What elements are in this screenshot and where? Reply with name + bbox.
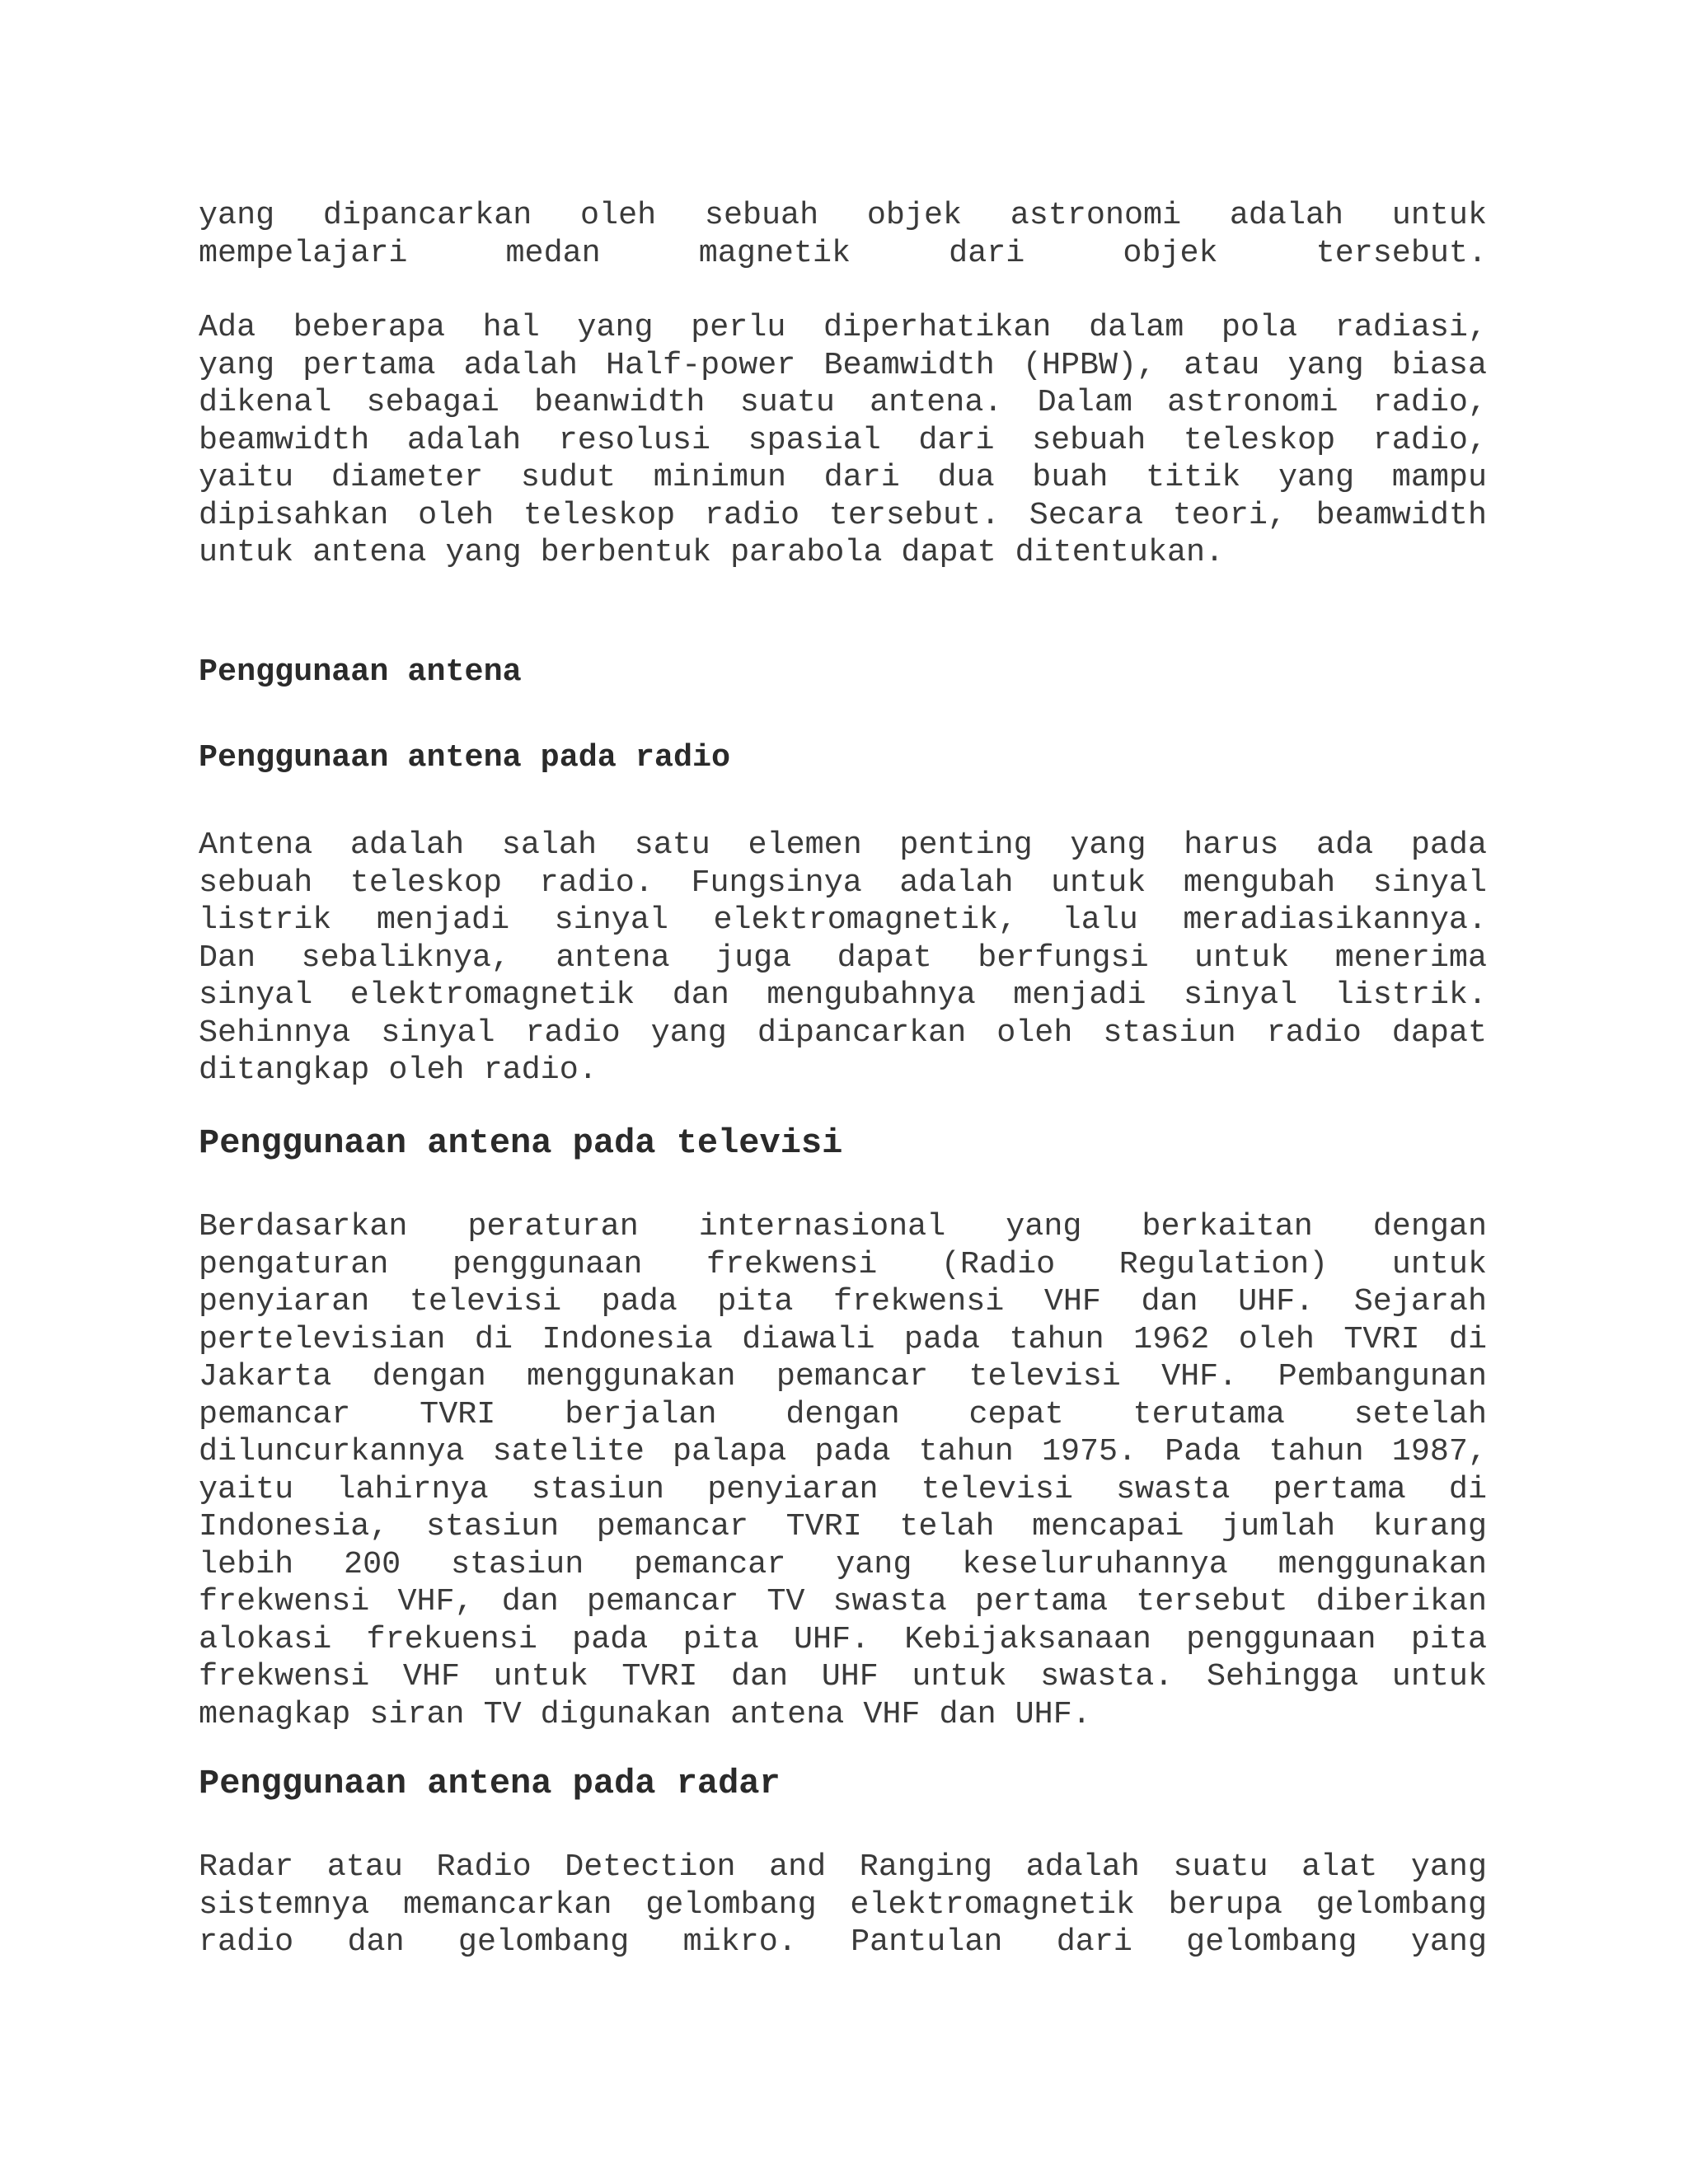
text-line: sebuah teleskop radio. Fungsinya adalah untuk mengubah sinyal xyxy=(199,864,1487,901)
text-line: ditangkap oleh radio. xyxy=(199,1052,598,1088)
text-line: yang dipancarkan oleh sebuah objek astronomi adalah untuk xyxy=(199,197,1487,233)
text-line: Indonesia, stasiun pemancar TVRI telah mencapai jumlah kurang xyxy=(199,1508,1487,1544)
text-line: pengaturan penggunaan frekwensi (Radio Regulation) untuk xyxy=(199,1245,1487,1282)
text-line: untuk antena yang berbentuk parabola dapat ditentukan. xyxy=(199,534,1225,570)
paragraph-intro xyxy=(199,197,1487,272)
subsection-heading-radio: Penggunaan antena pada radio xyxy=(199,739,731,776)
text-line: Radar atau Radio Detection and Ranging adalah suatu alat yang xyxy=(199,1849,1487,1885)
text-line: radio dan gelombang mikro. Pantulan dari gelombang yang xyxy=(199,1924,1487,1960)
subsection-heading-radar: Penggunaan antena pada radar xyxy=(199,1764,781,1803)
text-line: diluncurkannya satelite palapa pada tahun 1975. Pada tahun 1987, xyxy=(199,1433,1487,1469)
text-line: alokasi frekuensi pada pita UHF. Kebijaksanaan penggunaan pita xyxy=(199,1620,1487,1657)
text-line: sistemnya memancarkan gelombang elektromagnetik berupa gelombang xyxy=(199,1886,1487,1923)
text-line: lebih 200 stasiun pemancar yang keseluruhannya menggunakan xyxy=(199,1545,1487,1582)
text-line: frekwensi VHF, dan pemancar TV swasta pertama tersebut diberikan xyxy=(199,1583,1487,1619)
text-line: frekwensi VHF untuk TVRI dan UHF untuk swasta. Sehingga untuk xyxy=(199,1658,1487,1694)
text-line: yaitu diameter sudut minimun dari dua buah titik yang mampu xyxy=(199,459,1487,495)
paragraph-hpbw xyxy=(199,309,1487,572)
text-line: menagkap siran TV digunakan antena VHF dan UHF. xyxy=(199,1695,1091,1732)
text-line: Antena adalah salah satu elemen penting yang harus ada pada xyxy=(199,827,1487,863)
text-line: beamwidth adalah resolusi spasial dari sebuah teleskop radio, xyxy=(199,421,1487,458)
text-line: Dan sebaliknya, antena juga dapat berfungsi untuk menerima xyxy=(199,939,1487,976)
text-line: listrik menjadi sinyal elektromagnetik, lalu meradiasikannya. xyxy=(199,902,1487,938)
text-line: Berdasarkan peraturan internasional yang berkaitan dengan xyxy=(199,1208,1487,1244)
paragraph-radar xyxy=(199,1849,1487,1961)
text-line: pemancar TVRI berjalan dengan cepat terutama setelah xyxy=(199,1395,1487,1432)
section-heading: Penggunaan antena xyxy=(199,654,522,690)
paragraph-radio xyxy=(199,827,1487,1090)
text-line: sinyal elektromagnetik dan mengubahnya menjadi sinyal listrik. xyxy=(199,977,1487,1013)
text-line: Sehinnya sinyal radio yang dipancarkan oleh stasiun radio dapat xyxy=(199,1014,1487,1051)
text-line: mempelajari medan magnetik dari objek tersebut. xyxy=(199,234,1487,271)
text-line: penyiaran televisi pada pita frekwensi VHF dan UHF. Sejarah xyxy=(199,1283,1487,1319)
text-line: dikenal sebagai beanwidth suatu antena. Dalam astronomi radio, xyxy=(199,384,1487,420)
text-line: Ada beberapa hal yang perlu diperhatikan dalam pola radiasi, xyxy=(199,309,1487,345)
text-line: dipisahkan oleh teleskop radio tersebut. Secara teori, beamwidth xyxy=(199,496,1487,533)
paragraph-televisi xyxy=(199,1208,1487,1733)
text-line: pertelevisian di Indonesia diawali pada tahun 1962 oleh TVRI di xyxy=(199,1320,1487,1357)
text-line: yaitu lahirnya stasiun penyiaran televisi swasta pertama di xyxy=(199,1470,1487,1507)
text-line: Jakarta dengan menggunakan pemancar televisi VHF. Pembangunan xyxy=(199,1358,1487,1394)
subsection-heading-televisi: Penggunaan antena pada televisi xyxy=(199,1123,843,1163)
text-line: yang pertama adalah Half-power Beamwidth (HPBW), atau yang biasa xyxy=(199,346,1487,383)
